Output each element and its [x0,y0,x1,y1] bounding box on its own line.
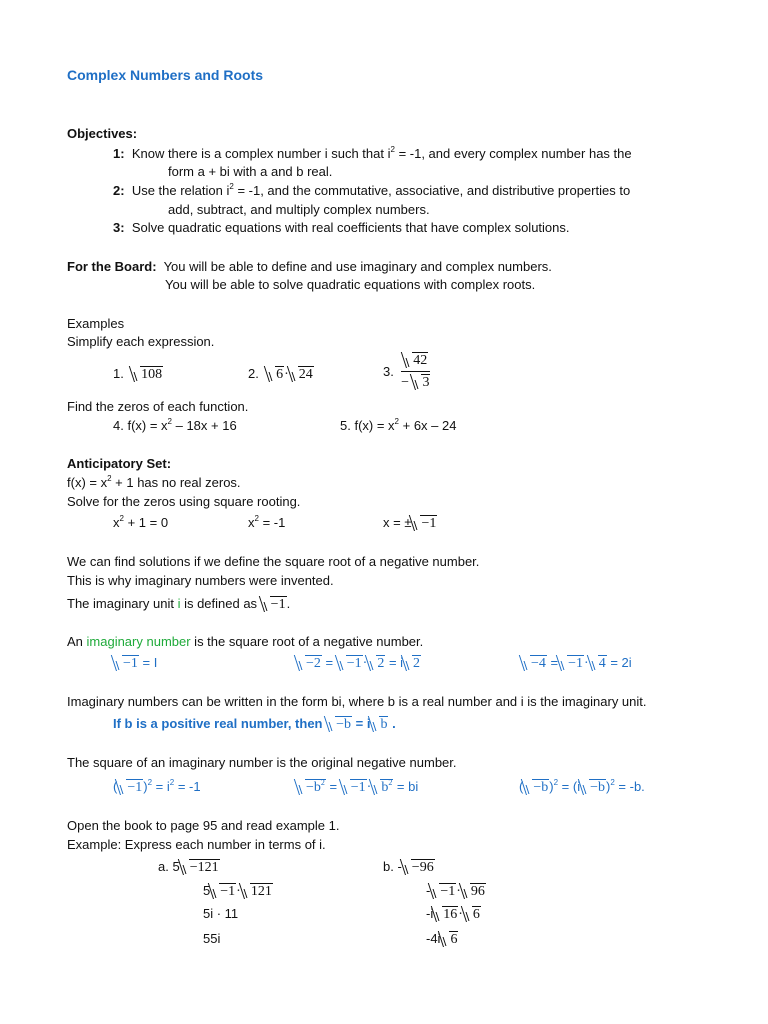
book-line-2: Example: Express each number in terms of i. [67,837,326,852]
anticipatory-heading: Anticipatory Set: [67,456,172,471]
examples-heading: Examples [67,316,125,331]
example-4: 4. $f(x) = x^2 - 18x + 16$ [113,417,237,433]
book-a-label: a. 5 −121 [158,859,219,875]
book-b-step-2: -i 16· 6 [426,906,480,922]
book-b-step-3: -4i 6 [426,931,458,947]
book-a-step-2: 5i · 11 [203,906,239,921]
example-2: 2. 6· 24 [248,366,313,382]
objective-3: 3: Solve quadratic equations with real coefficients that have complex solutions. [113,220,570,235]
square-eq-2: $-b^2 = -1\cdot b^2$ = bi [296,779,418,796]
square-line: The square of an imaginary number is the original negative number. [67,755,457,770]
intro-line-2: This is why imaginary numbers were invented. [67,573,334,588]
for-board-line-1: For the Board: You will be able to define and use imaginary and complex numbers. [67,259,552,274]
book-line-1: Open the book to page 95 and read example 1. [67,818,340,833]
anticipatory-line-2: Solve for the zeros using square rooting. [67,494,301,509]
book-b-label: b. - −96 [383,859,434,875]
square-eq-1: ( $-1)^2 = i^2 = -1$ [113,778,201,795]
intro-line-1: We can find solutions if we define the square root of a negative number. [67,554,480,569]
example-3: 3. $\frac{42}{- 3}$ [383,353,430,390]
imaginary-eq-1: −1 = I [113,655,157,672]
example-3-fraction: $\frac{42}{- 3}$ [401,353,430,390]
imaginary-definition: An imaginary number is the square root of a negative number. [67,634,424,649]
imaginary-eq-3: −4 = −1· 4 = 2i [521,655,632,672]
anticipatory-eq-1: $x^2 + 1 = 0$ [113,514,169,530]
examples-instruction: Simplify each expression. [67,334,215,349]
square-eq-3: ( $-b)^2 = (i -b)^2 = -b$. [519,778,645,795]
book-a-step-1: 5 −1· 121 [203,883,272,899]
objective-2: 2: Use the relation $i^2 = -1$, and the commutative, associative, and distributive properties to [113,182,631,198]
page-title: Complex Numbers and Roots [67,67,264,83]
book-b-step-1: - −1· 96 [426,883,485,899]
example-5: 5. $f(x) = x^2 + 6x - 24$ [340,417,457,433]
zeros-instruction: Find the zeros of each function. [67,399,249,414]
form-rule: If b is a positive real number, then −b = i b . [113,716,396,732]
objective-2-cont: add, subtract, and multiply complex numbers. [168,202,430,217]
objectives-heading: Objectives: [67,126,138,141]
anticipatory-line-1: $f(x) = x^2 + 1$ has no real zeros. [67,474,241,490]
example-1: 1. 108 [113,366,163,382]
for-board-line-2: You will be able to solve quadratic equations with complex roots. [165,277,536,292]
intro-line-3: The imaginary unit i is defined as −1. [67,596,291,612]
book-a-step-3: 55i [203,931,221,946]
anticipatory-eq-2: $x^2 = -1$ [248,514,286,530]
form-line: Imaginary numbers can be written in the form bi, where b is a real number and i is the imaginary unit. [67,694,647,709]
imaginary-eq-2: −2 = −1· 2 = i 2 [296,655,421,672]
objective-1: 1: Know there is a complex number i such that $i^2 = -1$, and every complex number has the [113,145,632,161]
objective-1-cont: form a + bi with a and b real. [168,164,333,179]
anticipatory-eq-3: x = ± −1 [383,515,437,531]
